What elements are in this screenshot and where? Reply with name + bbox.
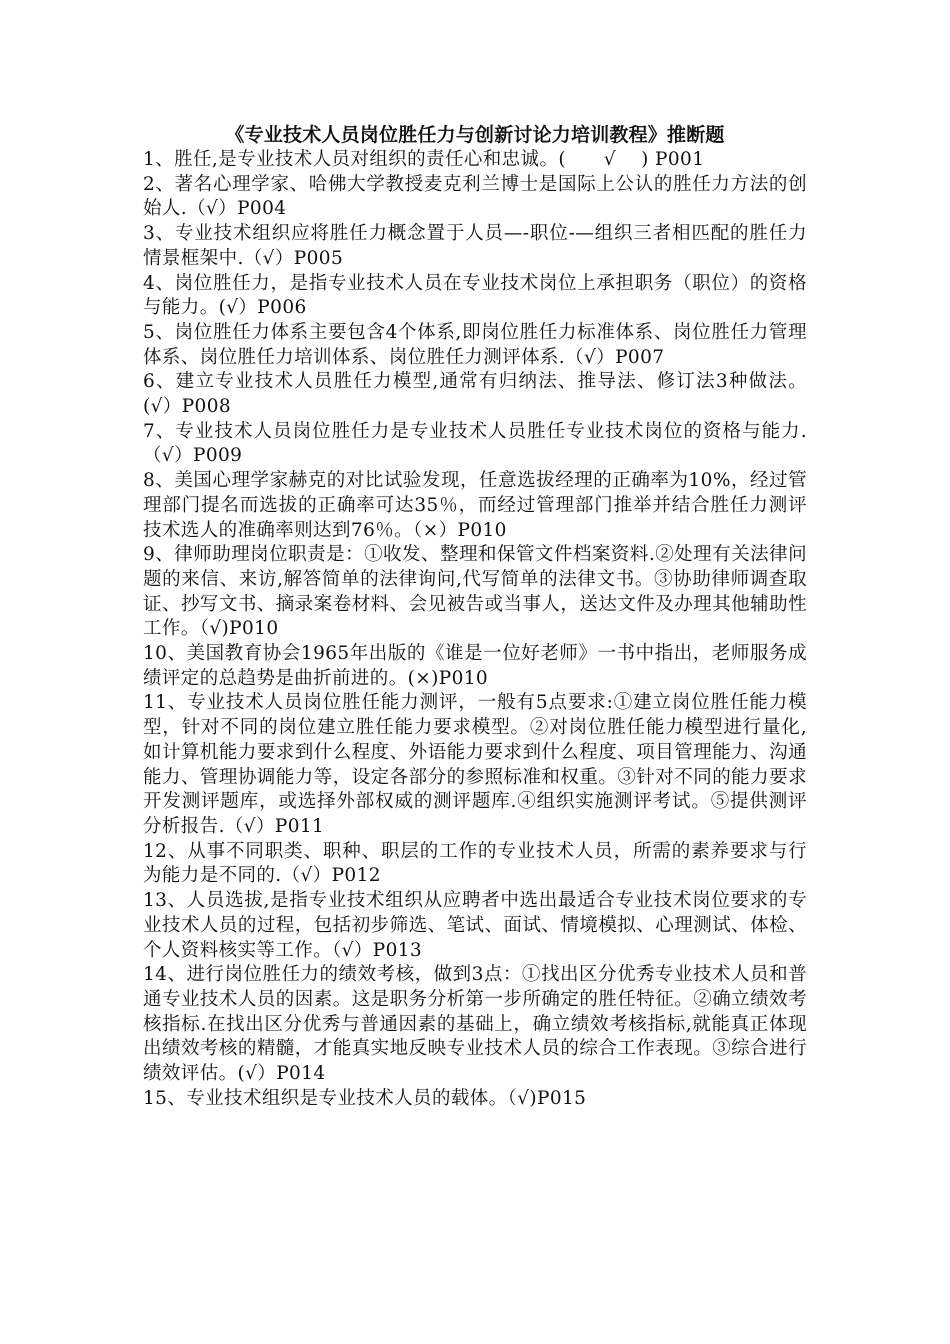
question-item-15: 15、专业技术组织是专业技术人员的载体。（√)P015 [143,1087,587,1109]
question-item-9: 9、律师助理岗位职责是：①收发、整理和保管文件档案资料.②处理有关法律问题的来信、来访,解答简单的法律询问,代写简单的法律文书。③协助律师调查取证、抄写文书、摘录案卷材料、会见被告或当事人，送达文件及办理其他辅助性工作。（√)P010 [143,544,807,640]
question-item-10: 10、美国教育协会1965年出版的《谁是一位好老师》一书中指出，老师服务成绩评定的总趋势是曲折前进的。(×)P010 [143,643,807,689]
question-item-5: 5、岗位胜任力体系主要包含4个体系,即岗位胜任力标准体系、岗位胜任力管理体系、岗位胜任力培训体系、岗位胜任力测评体系.（√）P007 [143,321,807,368]
question-item-8: 8、美国心理学家赫克的对比试验发现，任意选拔经理的正确率为10%，经过管理部门提名而选拔的正确率可达35％，而经过管理部门推举并结合胜任力测评技术选人的准确率则达到76％。（×）P010 [143,470,807,541]
document-body [143,122,807,1111]
question-item-3: 3、专业技术组织应将胜任力概念置于人员—-职位-—组织三者相匹配的胜任力情景框架中.（√）P005 [143,223,807,269]
question-item-2: 2、著名心理学家、哈佛大学教授麦克利兰博士是国际上公认的胜任力方法的创始人.（√）P004 [143,173,807,220]
question-item-6: 6、建立专业技术人员胜任力模型,通常有归纳法、推导法、修订法3种做法。(√）P008 [143,371,807,418]
document-title: 《专业技术人员岗位胜任力与创新讨论力培训教程》推断题 [225,124,725,146]
question-item-11: 11、专业技术人员岗位胜任能力测评，一般有5点要求:①建立岗位胜任能力模型，针对不同的岗位建立胜任能力要求模型。②对岗位胜任能力模型进行量化,如计算机能力要求到什么程度、外语能力要求到什么程度、项目管理能力、沟通能力、管理协调能力等，设定各部分的参照标准和权重。③针对不同的能力要求开发测评题库，或选择外部权威的测评题库.④组织实施测评考试。⑤提供测评分析报告.（√）P011 [143,692,807,837]
question-item-1: 1、胜任,是专业技术人员对组织的责任心和忠诚。( √ ) P001 [143,149,705,170]
question-item-12: 12、从事不同职类、职种、职层的工作的专业技术人员，所需的素养要求与行为能力是不同的.（√）P012 [143,840,807,887]
question-item-13: 13、人员选拔,是指专业技术组织从应聘者中选出最适合专业技术岗位要求的专业技术人员的过程，包括初步筛选、笔试、面试、情境模拟、心理测试、体检、个人资料核实等工作。（√）P013 [143,890,807,961]
question-item-14: 14、进行岗位胜任力的绩效考核，做到3点：①找出区分优秀专业技术人员和普通专业技术人员的因素。这是职务分析第一步所确定的胜任特征。②确立绩效考核指标.在找出区分优秀与普通因素的基础上，确立绩效考核指标,就能真正体现出绩效考核的精髓，才能真实地反映专业技术人员的综合工作表现。③综合进行绩效评估。(√）P014 [143,964,807,1085]
question-item-4: 4、岗位胜任力，是指专业技术人员在专业技术岗位上承担职务（职位）的资格与能力。(√）P006 [143,272,807,319]
question-item-7: 7、专业技术人员岗位胜任力是专业技术人员胜任专业技术岗位的资格与能力.（√）P009 [143,420,807,467]
